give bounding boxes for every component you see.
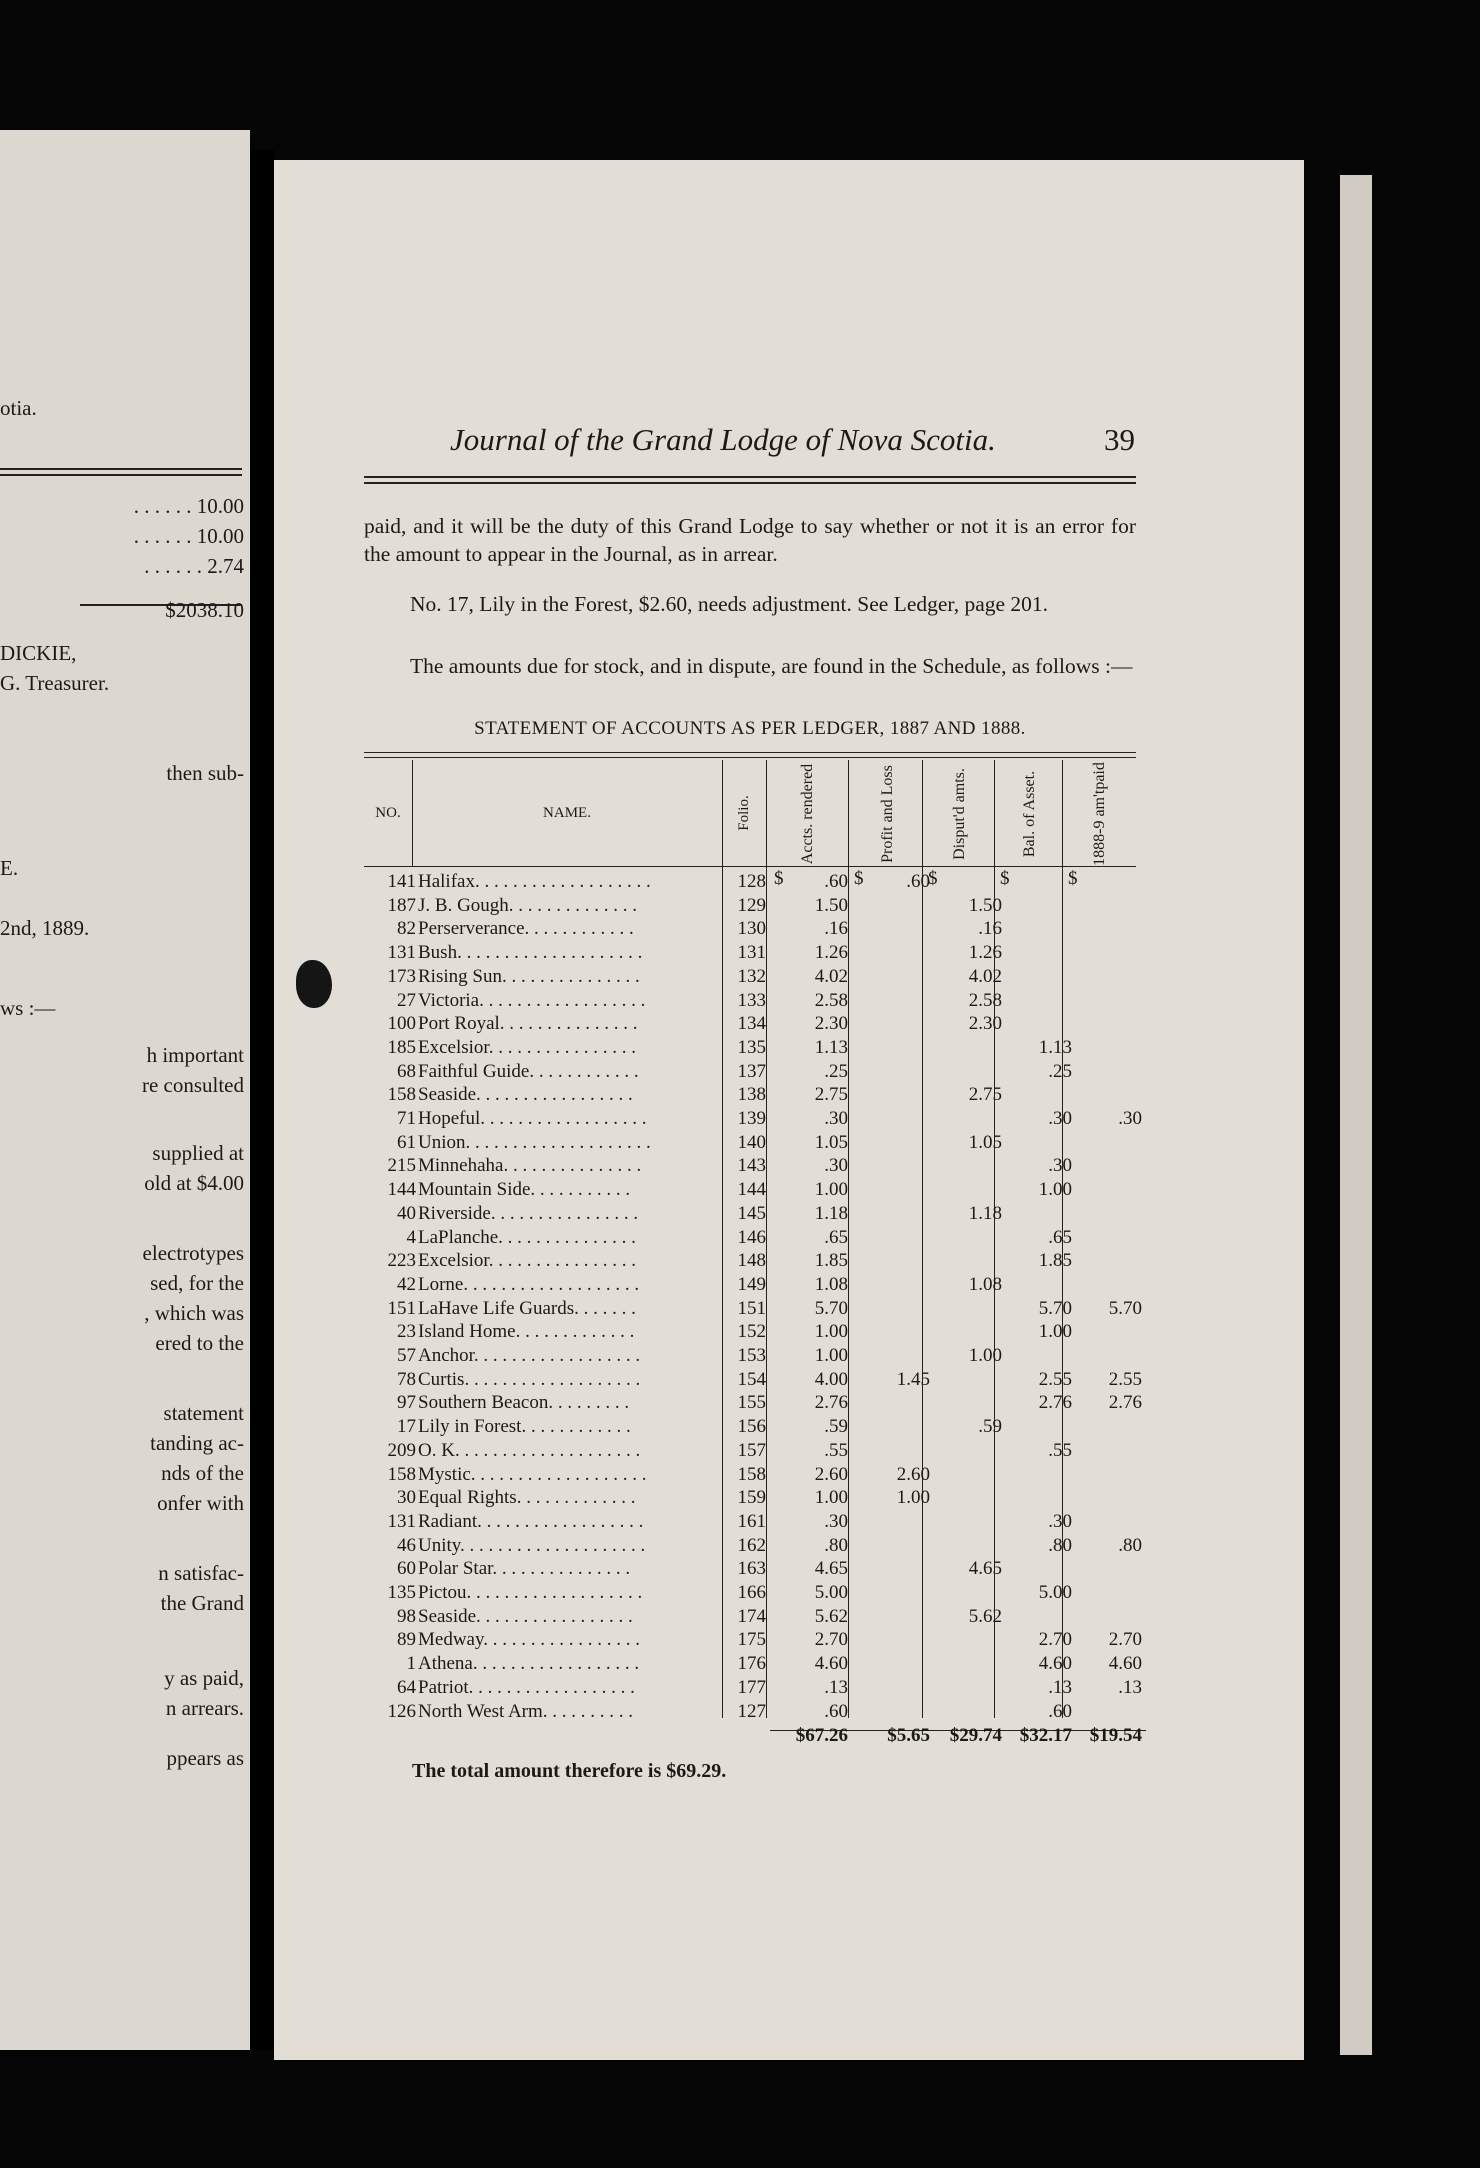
table-row (364, 1463, 1144, 1487)
cell-name: Rising Sun. . . . . . . . . . . . . . . (418, 965, 640, 987)
left-page-rule (0, 474, 242, 476)
cell-unpaid: 2.55 (1108, 1368, 1142, 1390)
table-row (364, 1534, 1144, 1558)
left-page-fragment: ws :— (0, 996, 56, 1020)
currency-mark: $ (1068, 868, 1078, 889)
cell-folio: 146 (737, 1226, 766, 1248)
cell-unpaid: 4.60 (1108, 1653, 1142, 1675)
table-row (364, 989, 1144, 1013)
left-page-rule (0, 468, 242, 470)
cell-name: North West Arm. . . . . . . . . . (418, 1700, 634, 1722)
left-page-fragment: sed, for the (150, 1271, 244, 1295)
table-row (364, 1036, 1144, 1060)
cell-no: 17 (397, 1416, 416, 1438)
header-unpaid: 1888-9 am'tpaid (1091, 762, 1108, 866)
cell-disputed: 1.05 (968, 1131, 1002, 1153)
left-page-fragment: nds of the (161, 1461, 244, 1485)
cell-name: Hopeful. . . . . . . . . . . . . . . . . . (418, 1108, 647, 1129)
cell-name: Seaside. . . . . . . . . . . . . . . . . (418, 1084, 633, 1106)
cell-folio: 133 (737, 989, 766, 1011)
cell-name: Patriot. . . . . . . . . . . . . . . . . . (418, 1676, 635, 1698)
table-row (364, 1605, 1144, 1629)
left-page-fragment: 2nd, 1889. (0, 916, 90, 940)
header-rule (364, 476, 1136, 478)
cell-no: 68 (397, 1060, 416, 1082)
cell-folio: 140 (737, 1131, 766, 1153)
cell-accts: 2.70 (814, 1629, 848, 1651)
cell-accts: 1.00 (814, 1345, 848, 1366)
table-row (364, 1297, 1144, 1321)
table-row (364, 1154, 1144, 1178)
cell-balance: .55 (1048, 1439, 1072, 1461)
cell-no: 4 (406, 1226, 416, 1248)
cell-no: 158 (387, 1463, 416, 1485)
left-page-fragment: then sub- (166, 761, 244, 785)
cell-name: Excelsior. . . . . . . . . . . . . . . . (418, 1036, 636, 1058)
cell-folio: 137 (737, 1060, 766, 1082)
table-row (364, 1083, 1144, 1107)
cell-accts: 2.30 (814, 1013, 848, 1035)
cell-balance: 2.76 (1038, 1392, 1072, 1414)
cell-no: 151 (387, 1297, 416, 1319)
left-facing-page (0, 130, 250, 2050)
cell-no: 135 (387, 1582, 416, 1603)
statement-title: STATEMENT OF ACCOUNTS AS PER LEDGER, 1887 AND 1888. (474, 718, 1026, 739)
cell-name: LaPlanche. . . . . . . . . . . . . . . (418, 1226, 636, 1248)
cell-profit: 1.00 (896, 1487, 930, 1509)
cell-accts: 4.60 (814, 1653, 848, 1675)
cell-folio: 127 (737, 1700, 766, 1722)
cell-no: 89 (397, 1629, 416, 1651)
cell-no: 131 (387, 1510, 416, 1532)
cell-name: Equal Rights. . . . . . . . . . . . . (418, 1487, 636, 1509)
cell-folio: 162 (737, 1534, 766, 1556)
cell-no: 209 (387, 1439, 416, 1461)
cell-no: 173 (387, 965, 416, 987)
cell-no: 98 (397, 1605, 416, 1627)
cell-accts: 5.62 (814, 1605, 848, 1627)
cell-no: 40 (397, 1202, 416, 1224)
cell-no: 23 (397, 1321, 416, 1343)
cell-folio: 152 (737, 1321, 766, 1343)
closing-note: The total amount therefore is $69.29. (412, 1760, 727, 1782)
cell-folio: 132 (737, 965, 766, 987)
cell-folio: 134 (737, 1013, 766, 1035)
cell-accts: 1.05 (814, 1131, 848, 1153)
cell-accts: 1.13 (814, 1036, 848, 1058)
total-disputed: $29.74 (949, 1725, 1002, 1746)
cell-folio: 130 (737, 918, 766, 940)
cell-no: 144 (387, 1179, 416, 1201)
cell-accts: 2.76 (814, 1392, 848, 1414)
cell-accts: .30 (824, 1155, 848, 1177)
cell-balance: .60 (1048, 1700, 1072, 1722)
cell-disputed: 5.62 (968, 1605, 1002, 1627)
total-accts: $67.26 (795, 1725, 848, 1746)
cell-accts: .13 (824, 1676, 848, 1698)
table-row (364, 1628, 1144, 1652)
cell-no: 223 (387, 1250, 416, 1272)
cell-balance: 1.00 (1038, 1179, 1072, 1201)
cell-disputed: 1.18 (968, 1202, 1002, 1224)
table-row (364, 917, 1144, 941)
cell-balance: .65 (1048, 1226, 1072, 1248)
cell-disputed: 2.58 (968, 989, 1002, 1011)
header-name: NAME. (543, 805, 591, 821)
left-page-fragment: ppears as (166, 1746, 244, 1770)
cell-name: Medway. . . . . . . . . . . . . . . . . (418, 1629, 640, 1651)
cell-folio: 154 (737, 1368, 766, 1390)
cell-name: Radiant. . . . . . . . . . . . . . . . . . (418, 1510, 644, 1532)
header-accts-rendered: Accts. rendered (799, 763, 816, 865)
cell-no: 46 (397, 1534, 416, 1556)
cell-name: Lily in Forest. . . . . . . . . . . . (418, 1416, 631, 1438)
left-page-fragment: ered to the (155, 1331, 244, 1355)
total-profit: $5.65 (887, 1725, 930, 1746)
cell-name: Port Royal. . . . . . . . . . . . . . . (418, 1013, 638, 1035)
left-page-fragment: G. Treasurer. (0, 671, 110, 695)
cell-no: 131 (387, 942, 416, 964)
cell-name: Curtis. . . . . . . . . . . . . . . . . . . (418, 1368, 641, 1390)
cell-folio: 131 (737, 942, 766, 964)
cell-folio: 153 (737, 1345, 766, 1366)
cell-no: 1 (406, 1653, 416, 1675)
cell-balance: 2.55 (1038, 1368, 1072, 1390)
table-row (364, 1012, 1144, 1036)
cell-name: Unity. . . . . . . . . . . . . . . . . . . . (418, 1534, 646, 1556)
cell-name: Excelsior. . . . . . . . . . . . . . . . (418, 1250, 636, 1272)
table-row (364, 1557, 1144, 1581)
cell-name: Polar Star. . . . . . . . . . . . . . . (418, 1558, 631, 1580)
table-row (364, 870, 1144, 894)
table-row (364, 1107, 1144, 1131)
cell-folio: 158 (737, 1463, 766, 1485)
cell-balance: 5.70 (1038, 1297, 1072, 1319)
cell-accts: .16 (824, 918, 848, 940)
cell-no: 187 (387, 894, 416, 916)
table-row (364, 941, 1144, 965)
cell-name: Union. . . . . . . . . . . . . . . . . . . . (418, 1131, 651, 1153)
cell-no: 126 (387, 1700, 416, 1722)
cell-accts: 1.85 (814, 1250, 848, 1272)
cell-folio: 155 (737, 1392, 766, 1414)
table-row (364, 1439, 1144, 1463)
header-disputed: Disput'd amts. (951, 768, 968, 860)
table-row (364, 1700, 1144, 1724)
cell-folio: 143 (737, 1155, 766, 1177)
table-top-rule (364, 752, 1136, 753)
cell-folio: 144 (737, 1179, 766, 1201)
cell-folio: 148 (737, 1250, 766, 1272)
paragraph: No. 17, Lily in the Forest, $2.60, needs adjustment. See Ledger, page 201. (410, 592, 1049, 616)
cell-accts: .60 (824, 1700, 848, 1722)
table-row (364, 1581, 1144, 1605)
cell-folio: 151 (737, 1297, 766, 1319)
cell-accts: 1.00 (814, 1321, 848, 1343)
currency-mark: $ (854, 868, 864, 889)
cell-name: Seaside. . . . . . . . . . . . . . . . . (418, 1605, 633, 1627)
cell-name: Mystic. . . . . . . . . . . . . . . . . . . (418, 1463, 647, 1485)
cell-name: Victoria. . . . . . . . . . . . . . . . . . (418, 989, 646, 1011)
cell-disputed: .59 (978, 1416, 1002, 1438)
paragraph: paid, and it will be the duty of this Grand Lodge to say whether or not it is an error for the amount to appear in the Journal, as in arrear. (364, 514, 1136, 566)
totals-row (364, 1725, 1144, 1751)
cell-balance: 1.13 (1038, 1036, 1072, 1058)
cell-accts: 2.60 (814, 1463, 848, 1485)
cell-accts: 2.58 (814, 989, 848, 1011)
currency-mark: $ (928, 868, 938, 889)
cell-name: Faithful Guide. . . . . . . . . . . . (418, 1060, 639, 1082)
cell-folio: 175 (737, 1629, 766, 1651)
cell-name: Southern Beacon. . . . . . . . . (418, 1392, 630, 1414)
left-page-fragment: n satisfac- (158, 1561, 244, 1585)
cell-folio: 157 (737, 1439, 766, 1461)
table-row (364, 965, 1144, 989)
cell-name: Perserverance. . . . . . . . . . . . (418, 918, 634, 940)
cell-accts: 1.08 (814, 1273, 848, 1295)
cell-accts: 1.00 (814, 1487, 848, 1509)
cell-accts: .25 (824, 1060, 848, 1082)
cell-unpaid: 5.70 (1108, 1297, 1142, 1319)
cell-disputed: 2.75 (968, 1084, 1002, 1106)
table-row (364, 1320, 1144, 1344)
cell-disputed: 4.65 (968, 1558, 1002, 1580)
cell-folio: 177 (737, 1676, 766, 1698)
table-row (364, 1486, 1144, 1510)
cell-unpaid: .80 (1118, 1534, 1142, 1556)
left-page-fragment: tanding ac- (150, 1431, 244, 1455)
cell-no: 42 (397, 1273, 416, 1295)
cell-folio: 156 (737, 1416, 766, 1438)
cell-name: Riverside. . . . . . . . . . . . . . . . (418, 1202, 639, 1224)
table-row (364, 1202, 1144, 1226)
cell-unpaid: 2.70 (1108, 1629, 1142, 1651)
cell-no: 141 (387, 871, 416, 892)
cell-disputed: 1.00 (968, 1345, 1002, 1366)
cell-name: Mountain Side. . . . . . . . . . . (418, 1179, 631, 1201)
table-row (364, 894, 1144, 918)
cell-no: 158 (387, 1084, 416, 1106)
cell-balance: .30 (1048, 1108, 1072, 1129)
header-rule (364, 482, 1136, 484)
cell-balance: 1.00 (1038, 1321, 1072, 1343)
cell-name: LaHave Life Guards. . . . . . . (418, 1297, 636, 1319)
cell-no: 30 (397, 1487, 416, 1509)
cell-folio: 161 (737, 1510, 766, 1532)
cell-balance: .80 (1048, 1534, 1072, 1556)
cell-profit: 1.45 (896, 1368, 930, 1390)
left-page-fragment: re consulted (141, 1073, 244, 1097)
cell-accts: 1.26 (814, 942, 848, 964)
ink-blot (296, 960, 332, 1008)
cell-name: J. B. Gough. . . . . . . . . . . . . . (418, 894, 638, 916)
cell-disputed: 1.08 (968, 1273, 1002, 1295)
cell-accts: .60 (824, 871, 848, 892)
cell-name: Halifax. . . . . . . . . . . . . . . . . . . (418, 871, 651, 892)
cell-name: Minnehaha. . . . . . . . . . . . . . . (418, 1155, 642, 1177)
cell-folio: 149 (737, 1273, 766, 1295)
cell-unpaid: 2.76 (1108, 1392, 1142, 1414)
cell-no: 27 (397, 989, 416, 1011)
table-row (364, 1249, 1144, 1273)
left-page-fragment: DICKIE, (0, 641, 77, 665)
cell-accts: 1.00 (814, 1179, 848, 1201)
cell-folio: 174 (737, 1605, 766, 1627)
header-balance: Bal. of Asset. (1021, 770, 1038, 858)
cell-accts: .55 (824, 1439, 848, 1461)
cell-folio: 163 (737, 1558, 766, 1580)
cell-balance: 2.70 (1038, 1629, 1072, 1651)
table-row (364, 1273, 1144, 1297)
header-folio: Folio. (736, 795, 752, 831)
page-running-title: Journal of the Grand Lodge of Nova Scotia. (450, 422, 996, 457)
cell-accts: .80 (824, 1534, 848, 1556)
table-row (364, 1510, 1144, 1534)
cell-accts: .59 (824, 1416, 848, 1438)
cell-accts: .30 (824, 1510, 848, 1532)
table-row (364, 1368, 1144, 1392)
cell-accts: 4.65 (814, 1558, 848, 1580)
cell-accts: 1.18 (814, 1202, 848, 1224)
cell-balance: 1.85 (1038, 1250, 1072, 1272)
cell-no: 185 (387, 1036, 416, 1058)
cell-disputed: 1.50 (968, 894, 1002, 916)
page-edge (1340, 175, 1372, 2055)
header-no: NO. (375, 805, 401, 821)
cell-no: 97 (397, 1392, 416, 1414)
left-page-fragment: $2038.10 (165, 598, 244, 622)
cell-no: 82 (397, 918, 416, 940)
cell-folio: 129 (737, 894, 766, 916)
page-number: 39 (1104, 422, 1135, 457)
currency-mark: $ (774, 868, 784, 889)
table-row (364, 1652, 1144, 1676)
left-page-fragment: E. (0, 856, 19, 880)
cell-folio: 145 (737, 1202, 766, 1224)
cell-balance: .30 (1048, 1510, 1072, 1532)
table-row (364, 1391, 1144, 1415)
left-page-fragment: supplied at (152, 1141, 244, 1165)
cell-accts: 5.00 (814, 1582, 848, 1603)
table-row (364, 1226, 1144, 1250)
cell-folio: 135 (737, 1036, 766, 1058)
cell-balance: 4.60 (1038, 1653, 1072, 1675)
cell-balance: .25 (1048, 1060, 1072, 1082)
currency-mark: $ (1000, 868, 1010, 889)
cell-profit: .60 (906, 871, 930, 892)
cell-name: Bush. . . . . . . . . . . . . . . . . . . . (418, 942, 643, 964)
cell-name: Pictou. . . . . . . . . . . . . . . . . . . (418, 1582, 643, 1603)
cell-name: Island Home. . . . . . . . . . . . . (418, 1321, 635, 1343)
cell-no: 78 (397, 1368, 416, 1390)
cell-accts: 5.70 (814, 1297, 848, 1319)
cell-balance: .30 (1048, 1155, 1072, 1177)
cell-no: 64 (397, 1676, 416, 1698)
table-row (364, 1344, 1144, 1368)
cell-accts: 4.00 (814, 1368, 848, 1390)
cell-accts: 1.50 (814, 894, 848, 916)
cell-balance: .13 (1048, 1676, 1072, 1698)
cell-no: 60 (397, 1558, 416, 1580)
left-page-fragment: n arrears. (165, 1696, 244, 1720)
table-row (364, 1131, 1144, 1155)
cell-name: Anchor. . . . . . . . . . . . . . . . . . (418, 1345, 641, 1366)
cell-folio: 176 (737, 1653, 766, 1675)
cell-accts: .65 (824, 1226, 848, 1248)
cell-no: 215 (387, 1155, 416, 1177)
left-page-fragment: y as paid, (164, 1666, 244, 1690)
cell-name: Lorne. . . . . . . . . . . . . . . . . . . (418, 1273, 640, 1295)
left-page-fragment: . . . . . . 10.00 (133, 494, 244, 518)
cell-disputed: .16 (978, 918, 1002, 940)
left-page-fragment: old at $4.00 (144, 1171, 244, 1195)
cell-balance: 5.00 (1038, 1582, 1072, 1603)
cell-no: 57 (397, 1345, 416, 1366)
left-page-fragment: onfer with (157, 1491, 244, 1515)
left-page-fragment: electrotypes (142, 1241, 244, 1265)
cell-folio: 166 (737, 1582, 766, 1603)
left-page-fragment: the Grand (160, 1591, 244, 1615)
cell-no: 61 (397, 1131, 416, 1153)
table-row (364, 1676, 1144, 1700)
total-balance: $32.17 (1019, 1725, 1072, 1746)
left-page-fragment: . . . . . . 2.74 (144, 554, 244, 578)
left-page-fragment: . . . . . . 10.00 (133, 524, 244, 548)
left-page-fragment: otia. (0, 396, 37, 420)
cell-accts: 4.02 (814, 965, 848, 987)
table-row (364, 1178, 1144, 1202)
cell-disputed: 2.30 (968, 1013, 1002, 1035)
cell-accts: .30 (824, 1108, 848, 1129)
cell-name: O. K. . . . . . . . . . . . . . . . . . . . (418, 1439, 641, 1461)
cell-folio: 138 (737, 1084, 766, 1106)
table-row (364, 1060, 1144, 1084)
table-row (364, 1415, 1144, 1439)
cell-disputed: 4.02 (968, 965, 1002, 987)
cell-folio: 159 (737, 1487, 766, 1509)
total-unpaid: $19.54 (1089, 1725, 1142, 1746)
cell-folio: 139 (737, 1108, 766, 1129)
paragraph: The amounts due for stock, and in dispute, are found in the Schedule, as follows :— (410, 654, 1133, 678)
cell-name: Athena. . . . . . . . . . . . . . . . . . (418, 1653, 640, 1675)
cell-unpaid: .30 (1118, 1108, 1142, 1129)
book-gutter (250, 150, 274, 2050)
cell-no: 71 (397, 1108, 416, 1129)
cell-accts: 2.75 (814, 1084, 848, 1106)
cell-no: 100 (387, 1013, 416, 1035)
cell-disputed: 1.26 (968, 942, 1002, 964)
header-profit-loss: Profit and Loss (879, 765, 896, 863)
cell-profit: 2.60 (896, 1463, 930, 1485)
left-page-fragment: , which was (144, 1301, 244, 1325)
cell-folio: 128 (737, 871, 766, 892)
left-page-fragment: h important (146, 1043, 244, 1067)
left-page-fragment: statement (163, 1401, 244, 1425)
cell-unpaid: .13 (1118, 1676, 1142, 1698)
